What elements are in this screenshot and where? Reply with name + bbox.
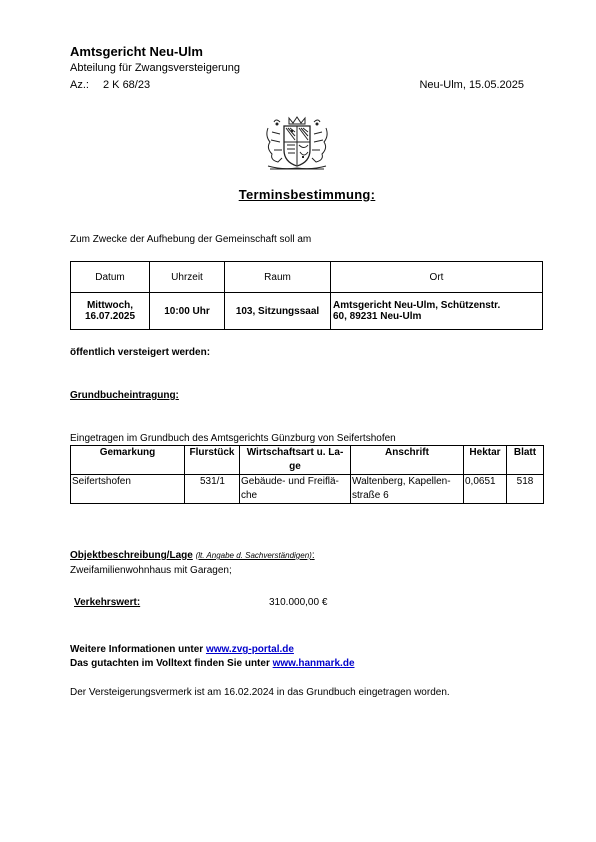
object-heading-colon: : [311, 550, 315, 561]
info-line-1-text: Weitere Informationen unter [70, 644, 206, 655]
header-uhrzeit: Uhrzeit [150, 262, 225, 293]
header-ort: Ort [331, 262, 543, 293]
ort-line2: 60, 89231 Neu-Ulm [333, 311, 422, 322]
datum-date: 16.07.2025 [84, 311, 136, 322]
header-wirtschaftsart-l1: Wirtschaftsart u. La- [246, 447, 344, 458]
object-heading-text: Objektbeschreibung/Lage [70, 550, 193, 561]
wirtschaftsart-l1: Gebäude- und Freiflä- [241, 476, 339, 487]
object-description: Zweifamilienwohnhaus mit Garagen; [70, 565, 232, 576]
object-heading-note: (lt. Angabe d. Sachverständigen) [195, 551, 312, 560]
place-date: Neu-Ulm, 15.05.2025 [419, 79, 524, 91]
appointment-table [70, 261, 543, 330]
cell-uhrzeit: 10:00 Uhr [150, 293, 225, 330]
cell-gemarkung: Seifertshofen [71, 475, 185, 504]
info-line-2-text: Das gutachten im Volltext finden Sie unter [70, 658, 273, 669]
cell-datum [71, 293, 150, 330]
page-title: Terminsbestimmung: [238, 187, 376, 202]
department: Abteilung für Zwangsversteigerung [70, 62, 240, 74]
header-hektar: Hektar [464, 446, 507, 475]
land-register-heading: Grundbucheintragung: [70, 390, 179, 401]
header-raum: Raum [225, 262, 331, 293]
info-line-1 [70, 644, 294, 655]
table-row [71, 475, 544, 504]
cell-wirtschaftsart [240, 475, 351, 504]
header-wirtschaftsart-l2: ge [289, 461, 301, 472]
datum-weekday: Mittwoch, [86, 300, 134, 311]
zvg-portal-link[interactable]: www.zvg-portal.de [205, 644, 294, 655]
auction-note: Der Versteigerungsvermerk ist am 16.02.2024 in das Grundbuch eingetragen worden. [70, 687, 450, 698]
file-number-label: Az.: [70, 79, 89, 91]
header-datum: Datum [71, 262, 150, 293]
table-row [71, 293, 543, 330]
intro-text: Zum Zwecke der Aufhebung der Gemeinschaft soll am [70, 234, 312, 245]
cell-ort [331, 293, 543, 330]
land-register-table [70, 445, 544, 504]
market-value: 310.000,00 € [269, 597, 328, 608]
header-flurstueck: Flurstück [185, 446, 240, 475]
file-number: 2 K 68/23 [103, 79, 151, 91]
table-header-row [71, 262, 543, 293]
header-gemarkung: Gemarkung [71, 446, 185, 475]
object-description-heading [70, 550, 315, 561]
cell-anschrift [351, 475, 464, 504]
header-wirtschaftsart [240, 446, 351, 475]
wirtschaftsart-l2: che [241, 490, 258, 501]
cell-hektar: 0,0651 [464, 475, 507, 504]
court-name: Amtsgericht Neu-Ulm [70, 44, 203, 59]
ort-line1: Amtsgericht Neu-Ulm, Schützenstr. [333, 300, 501, 311]
cell-flurstueck: 531/1 [185, 475, 240, 504]
land-register-intro: Eingetragen im Grundbuch des Amtsgerichts Günzburg von Seifertshofen [70, 433, 396, 444]
bavarian-coat-of-arms-icon [262, 114, 332, 172]
hanmark-link[interactable]: www.hanmark.de [272, 658, 355, 669]
cell-blatt: 518 [507, 475, 544, 504]
anschrift-l2: straße 6 [352, 490, 389, 501]
market-value-label: Verkehrswert: [74, 597, 141, 608]
table-header-row [71, 446, 544, 475]
header-anschrift: Anschrift [351, 446, 464, 475]
info-line-2 [70, 658, 355, 669]
anschrift-l1: Waltenberg, Kapellen- [352, 476, 451, 487]
auction-statement: öffentlich versteigert werden: [70, 347, 211, 358]
cell-raum: 103, Sitzungssaal [225, 293, 331, 330]
header-blatt: Blatt [507, 446, 544, 475]
